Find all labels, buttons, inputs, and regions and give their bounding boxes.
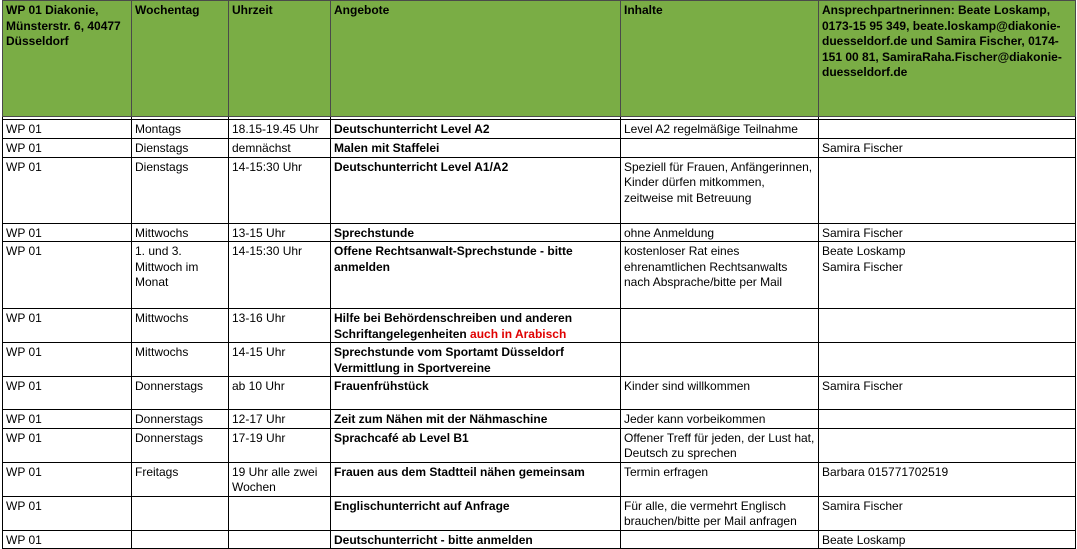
cell-content-text: ohne Anmeldung [624, 225, 715, 240]
cell-content-text: kostenloser Rat eines ehrenamtlichen Rechtsanwalts nach Absprache/bitte per Mail [624, 244, 788, 289]
cell-contact [819, 309, 1076, 343]
cell-offer-text: Frauen aus dem Stadtteil nähen gemeinsam [334, 464, 585, 479]
cell-time [229, 530, 331, 549]
cell-wp-text: WP 01 [6, 311, 42, 325]
cell-offer-text: Sprachcafé ab Level B1 [334, 430, 469, 445]
cell-offer [331, 496, 621, 530]
cell-offer-text: Sprechstunde vom Sportamt Düsseldorf Vermittlung in Sportvereine [334, 345, 565, 375]
cell-offer-text: Deutschunterricht Level A2 [334, 122, 490, 136]
cell-weekday-text: Donnerstags [135, 430, 204, 445]
cell-time-text: 19 Uhr alle zwei Wochen [232, 464, 318, 494]
cell-time [229, 410, 331, 429]
cell-offer [331, 377, 621, 410]
cell-offer-text: Deutschunterricht - bitte anmelden [334, 532, 533, 547]
cell-time-text: 14-15:30 Uhr [232, 244, 303, 258]
cell-content-text: Speziell für Frauen, Anfängerinnen, Kinder dürfen mitkommen, zeitweise mit Betreuung [624, 159, 813, 205]
cell-offer [331, 120, 621, 139]
table-row [3, 496, 1076, 530]
cell-contact-text: Samira Fischer [822, 141, 903, 155]
cell-content [621, 223, 819, 242]
cell-content-text: Termin erfragen [624, 464, 709, 479]
cell-weekday [132, 139, 229, 158]
cell-offer-text: Offene Rechtsanwalt-Sprechstunde - bitte anmelden [334, 244, 573, 274]
cell-content [621, 462, 819, 496]
cell-wp [3, 496, 132, 530]
cell-contact [819, 377, 1076, 410]
cell-content-text: Jeder kann vorbeikommen [624, 412, 766, 426]
cell-content [621, 496, 819, 530]
cell-contact [819, 496, 1076, 530]
table-row [3, 242, 1076, 309]
cell-time [229, 309, 331, 343]
cell-offer [331, 530, 621, 549]
cell-wp-text: WP 01 [6, 141, 42, 155]
cell-offer-text: Malen mit Staffelei [334, 141, 440, 155]
cell-wp [3, 309, 132, 343]
cell-wp-text: WP 01 [6, 379, 42, 393]
cell-time [229, 428, 331, 462]
table-body [3, 120, 1076, 549]
cell-wp [3, 410, 132, 429]
cell-weekday [132, 428, 229, 462]
cell-time [229, 223, 331, 242]
cell-wp [3, 120, 132, 139]
cell-offer [331, 343, 621, 377]
table-row [3, 120, 1076, 139]
cell-contact [819, 223, 1076, 242]
cell-weekday [132, 120, 229, 139]
cell-time [229, 242, 331, 309]
cell-weekday [132, 309, 229, 343]
table-row [3, 530, 1076, 549]
cell-contact [819, 530, 1076, 549]
cell-wp-text: WP 01 [6, 244, 42, 258]
cell-offer-text: Frauenfrühstück [334, 379, 429, 393]
cell-offer-text: Englischunterricht auf Anfrage [334, 498, 510, 513]
cell-content [621, 242, 819, 309]
cell-time-text: 14-15:30 Uhr [232, 159, 303, 174]
header-weekday: Wochentag [132, 1, 229, 117]
cell-wp [3, 428, 132, 462]
cell-offer-text: Sprechstunde [334, 225, 415, 240]
header-location: WP 01 Diakonie, Münsterstr. 6, 40477 Düsseldorf [3, 1, 132, 117]
cell-wp [3, 377, 132, 410]
cell-contact [819, 410, 1076, 429]
cell-weekday-text: 1. und 3. Mittwoch im Monat [135, 244, 199, 289]
cell-wp [3, 530, 132, 549]
cell-wp-text: WP 01 [6, 498, 42, 513]
cell-time-text: 12-17 Uhr [232, 412, 286, 426]
cell-contact-text: Beate Loskamp [822, 532, 906, 547]
cell-time [229, 139, 331, 158]
table-row [3, 377, 1076, 410]
cell-wp-text: WP 01 [6, 464, 42, 479]
table-row [3, 410, 1076, 429]
cell-time [229, 496, 331, 530]
cell-content [621, 157, 819, 223]
cell-weekday [132, 343, 229, 377]
cell-weekday-text: Dienstags [135, 159, 189, 174]
cell-content [621, 377, 819, 410]
cell-offer-text: Zeit zum Nähen mit der Nähmaschine [334, 412, 548, 426]
cell-weekday [132, 223, 229, 242]
cell-contact [819, 343, 1076, 377]
cell-weekday [132, 157, 229, 223]
cell-offer [331, 242, 621, 309]
cell-wp [3, 139, 132, 158]
cell-weekday [132, 496, 229, 530]
cell-offer [331, 462, 621, 496]
header-contents: Inhalte [621, 1, 819, 117]
cell-wp-text: WP 01 [6, 225, 42, 240]
cell-offer [331, 410, 621, 429]
cell-wp-text: WP 01 [6, 345, 42, 359]
cell-contact-text: Samira Fischer [822, 379, 903, 393]
cell-wp-text: WP 01 [6, 430, 42, 445]
cell-content-text: Level A2 regelmäßige Teilnahme [624, 122, 798, 136]
cell-time-text: ab 10 Uhr [232, 379, 285, 393]
cell-content-text: Kinder sind willkommen [624, 379, 751, 393]
cell-content [621, 428, 819, 462]
cell-weekday-text: Mittwochs [135, 311, 189, 325]
cell-contact-text: Beate Loskamp Samira Fischer [822, 244, 906, 274]
cell-content-text: Offener Treff für jeden, der Lust hat, Deutsch zu sprechen [624, 430, 815, 460]
table-row [3, 462, 1076, 496]
cell-contact [819, 139, 1076, 158]
cell-contact [819, 428, 1076, 462]
cell-wp-text: WP 01 [6, 159, 42, 174]
cell-content [621, 309, 819, 343]
cell-content [621, 139, 819, 158]
cell-weekday-text: Montags [135, 122, 182, 136]
cell-wp-text: WP 01 [6, 532, 42, 547]
cell-contact [819, 462, 1076, 496]
cell-wp [3, 223, 132, 242]
cell-content [621, 120, 819, 139]
cell-contact-text: Barbara 015771702519 [822, 464, 949, 479]
cell-wp [3, 242, 132, 309]
cell-content [621, 343, 819, 377]
cell-weekday-text: Dienstags [135, 141, 189, 155]
header-time: Uhrzeit [229, 1, 331, 117]
header-row [3, 1, 1076, 117]
cell-time-text: 18.15-19.45 Uhr [232, 122, 319, 136]
cell-weekday-text: Mittwochs [135, 225, 189, 240]
cell-contact [819, 157, 1076, 223]
offer-highlight: auch in Arabisch [470, 326, 567, 341]
cell-weekday-text: Donnerstags [135, 379, 204, 393]
cell-offer [331, 309, 621, 343]
cell-offer [331, 157, 621, 223]
table-row [3, 309, 1076, 343]
cell-time-text: 17-19 Uhr [232, 430, 286, 445]
cell-wp [3, 462, 132, 496]
cell-time-text: demnächst [232, 141, 291, 155]
table-row [3, 157, 1076, 223]
cell-contact [819, 120, 1076, 139]
cell-weekday-text: Donnerstags [135, 412, 204, 426]
cell-wp-text: WP 01 [6, 412, 42, 426]
cell-wp [3, 343, 132, 377]
cell-offer [331, 223, 621, 242]
cell-time-text: 13-16 Uhr [232, 311, 286, 325]
cell-weekday [132, 530, 229, 549]
cell-offer-text: Hilfe bei Behördenschreiben und anderen Schriftangelegenheiten [334, 311, 573, 341]
cell-wp-text: WP 01 [6, 122, 42, 136]
cell-weekday-text: Freitags [135, 464, 179, 479]
cell-content-text: Für alle, die vermehrt Englisch brauchen/bitte per Mail anfragen [624, 498, 797, 528]
cell-time [229, 157, 331, 223]
header-contacts: Ansprechpartnerinnen: Beate Loskamp, 0173-15 95 349, beate.loskamp@diakonie-duesseldorf.de und Samira Fischer, 0174-151 00 81, SamiraRaha.Fischer@diakonie-duesseldorf.de [819, 1, 1076, 117]
offers-table [2, 0, 1076, 549]
cell-wp [3, 157, 132, 223]
cell-content [621, 530, 819, 549]
cell-time [229, 120, 331, 139]
cell-time [229, 343, 331, 377]
cell-weekday-text: Mittwochs [135, 345, 189, 359]
cell-offer [331, 139, 621, 158]
cell-weekday [132, 410, 229, 429]
cell-content [621, 410, 819, 429]
cell-time [229, 377, 331, 410]
cell-weekday [132, 242, 229, 309]
cell-weekday [132, 377, 229, 410]
table-row [3, 343, 1076, 377]
cell-contact-text: Samira Fischer [822, 225, 903, 240]
table-row [3, 428, 1076, 462]
cell-time [229, 462, 331, 496]
cell-offer-text: Deutschunterricht Level A1/A2 [334, 159, 509, 174]
cell-contact-text: Samira Fischer [822, 498, 903, 513]
table-row [3, 223, 1076, 242]
header-offers: Angebote [331, 1, 621, 117]
cell-time-text: 14-15 Uhr [232, 345, 286, 359]
table-row [3, 139, 1076, 158]
cell-contact [819, 242, 1076, 309]
cell-time-text: 13-15 Uhr [232, 225, 286, 240]
cell-offer [331, 428, 621, 462]
cell-weekday [132, 462, 229, 496]
